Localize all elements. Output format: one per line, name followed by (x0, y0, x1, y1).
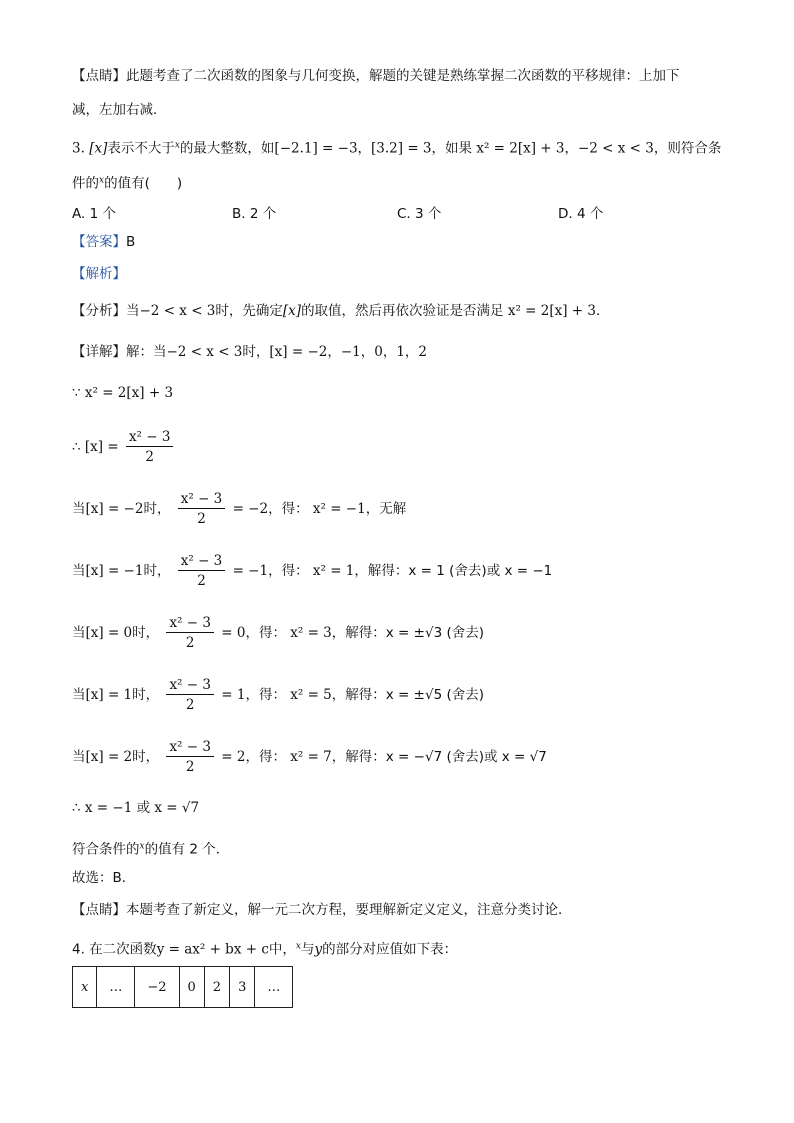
case-bracket: [x] = 2 (85, 749, 133, 765)
case-den: 2 (197, 573, 206, 589)
analysis-header (72, 264, 126, 284)
therefore-symbol-2: ∴ (72, 800, 81, 816)
option-d: D. 4 个 (558, 206, 604, 222)
case-bracket: [x] = −1 (85, 563, 144, 579)
table-row (73, 967, 293, 1008)
case-eq: x² = 7 (290, 749, 332, 765)
choose-line (72, 868, 135, 888)
detail-line (72, 342, 427, 362)
case-num: x² − 3 (166, 676, 214, 695)
remark-text-2: 减，左加右减． (72, 102, 167, 118)
case-shi: 时， (143, 501, 171, 517)
case-when: 当 (72, 687, 86, 703)
because-line (72, 383, 173, 403)
case-rhs: = 1，得： (221, 687, 286, 703)
case-den: 2 (197, 511, 206, 527)
case-bracket: [x] = 0 (85, 625, 133, 641)
fraction-numerator: x² − 3 (126, 428, 174, 447)
question-4-text-a: 在二次函数 (89, 941, 157, 958)
question-4-var-y: y (314, 941, 323, 958)
case-result: ，解得：x = ±√3 (舍去) (331, 625, 484, 641)
therefore-symbol: ∴ (72, 439, 81, 455)
case-result: ，解得：x = 1 (舍去)或 x = −1 (354, 563, 553, 579)
case-rhs: = −1，得： (232, 563, 309, 579)
case-result: ，解得：x = −√7 (舍去)或 x = √7 (331, 749, 547, 765)
case-num: x² − 3 (166, 738, 214, 757)
case-when: 当 (72, 749, 86, 765)
case-num: x² − 3 (166, 614, 214, 633)
var-x: x (174, 140, 180, 150)
remark-text: 此题考查了二次函数的图象与几何变换，解题的关键是熟练掌握二次函数的平移规律：上加下 (126, 68, 680, 84)
case-eq: x² = 3 (290, 625, 332, 641)
case-fraction (178, 490, 226, 529)
count-var: x (139, 841, 145, 851)
analysis-line (72, 301, 610, 321)
answer-value: B (126, 234, 136, 250)
question-4-line (72, 936, 457, 960)
choose-text: 故选：B． (72, 870, 136, 886)
detail-values: [x] = −2，−1，0，1，2 (269, 344, 428, 360)
option-b: B. 2 个 (232, 206, 277, 222)
question-4-func: y = ax² + bx + c (156, 941, 269, 958)
case-when: 当 (72, 563, 86, 579)
remark-2-tag: 【点睛】 (72, 902, 126, 918)
remark-2-line (72, 900, 572, 920)
case-rhs: = 2，得： (221, 749, 286, 765)
question-3-line-2a: 件的 (72, 175, 99, 192)
count-line (72, 836, 229, 860)
answer-options (72, 202, 632, 222)
count-text-b: 的值有 2 个． (144, 841, 230, 858)
analysis-text-b: 时，先确定 (215, 303, 283, 319)
table-cell: x (73, 967, 97, 1008)
table-cell: 3 (230, 967, 255, 1008)
case-num: x² − 3 (178, 552, 226, 571)
question-4-text-c: 与 (300, 941, 315, 958)
analysis-end: ． (596, 303, 610, 319)
analysis-eq: x² = 2[x] + 3 (507, 303, 596, 319)
floor-x: [x] (89, 140, 108, 157)
case-eq: x² = −1 (312, 501, 366, 517)
case-fraction (166, 738, 214, 777)
fraction (126, 428, 174, 467)
case-fraction (166, 614, 214, 653)
remark-tag: 【点睛】 (72, 68, 126, 84)
case-row (72, 552, 552, 591)
question-4-text-d: 的部分对应值如下表： (322, 941, 458, 958)
case-row (72, 738, 547, 777)
because-eq: x² = 2[x] + 3 (84, 385, 174, 401)
remark-line-1 (72, 66, 680, 86)
table-cell: 2 (204, 967, 229, 1008)
detail-text-b: 时， (242, 344, 270, 360)
case-den: 2 (185, 635, 195, 651)
case-fraction (178, 552, 226, 591)
option-a: A. 1 个 (72, 206, 116, 222)
case-shi: 时， (143, 563, 171, 579)
table-cell: −2 (135, 967, 179, 1008)
question-3-text-b: 的最大整数，如 (179, 140, 275, 157)
question-3-line-2 (72, 170, 182, 194)
case-row (72, 490, 406, 529)
condition: x² = 2[x] + 3，−2 < x < 3，则符合条 (476, 140, 722, 157)
case-row (72, 614, 484, 653)
analysis-text-c: 的取值，然后再依次验证是否满足 (301, 303, 504, 319)
case-fraction (166, 676, 214, 715)
answer-tag: 【答案】 (72, 234, 126, 250)
case-bracket: [x] = 1 (85, 687, 133, 703)
case-num: x² − 3 (178, 490, 226, 509)
question-3-line-2b: 的值有( ) (104, 175, 183, 192)
case-rhs: = 0，得： (221, 625, 286, 641)
therefore-line-1 (72, 428, 176, 467)
table-cell: … (97, 967, 135, 1008)
question-4-var-x: x (295, 941, 301, 951)
answer-line (72, 232, 135, 252)
var-x-2: x (99, 175, 105, 185)
question-4-number: 4. (72, 941, 85, 958)
case-bracket: [x] = −2 (85, 501, 144, 517)
case-shi: 时， (132, 687, 160, 703)
therefore-result: x = −1 或 x = √7 (84, 800, 200, 816)
analysis-tag: 【解析】 (72, 266, 126, 282)
question-3-text-a: 表示不大于 (107, 140, 175, 157)
case-shi: 时， (132, 749, 160, 765)
detail-text-a: 解：当 (126, 344, 167, 360)
example-2: [3.2] = 3，如果 (371, 140, 473, 157)
case-eq: x² = 1 (312, 563, 355, 579)
case-row (72, 676, 484, 715)
case-when: 当 (72, 501, 86, 517)
case-den: 2 (185, 697, 195, 713)
case-eq: x² = 5 (290, 687, 332, 703)
option-c: C. 3 个 (397, 206, 442, 222)
case-when: 当 (72, 625, 86, 641)
question-3-line-1 (72, 135, 721, 159)
remark-2-text: 本题考查了新定义，解一元二次方程，要理解新定义定义，注意分类讨论． (126, 902, 572, 918)
question-number: 3. (72, 140, 85, 157)
table-cell: … (255, 967, 293, 1008)
value-table (72, 966, 293, 1008)
because-symbol: ∵ (72, 385, 81, 401)
detail-ineq: −2 < x < 3 (166, 344, 243, 360)
count-text-a: 符合条件的 (72, 841, 140, 858)
case-den: 2 (185, 759, 195, 775)
table-cell: 0 (179, 967, 204, 1008)
therefore-lhs: [x] = (84, 439, 119, 455)
case-rhs: = −2，得： (232, 501, 309, 517)
example-1: [−2.1] = −3， (274, 140, 372, 157)
therefore-line-2 (72, 798, 199, 818)
remark-line-2 (72, 100, 167, 120)
analysis-floor: [x] (282, 303, 302, 319)
analysis-ineq: −2 < x < 3 (139, 303, 216, 319)
case-result: ，无解 (365, 501, 407, 517)
fraction-denominator: 2 (145, 449, 154, 465)
case-shi: 时， (132, 625, 160, 641)
question-4-text-b: 中， (268, 941, 296, 958)
case-result: ，解得：x = ±√5 (舍去) (331, 687, 484, 703)
analysis-text-a: 当 (126, 303, 140, 319)
detail-tag: 【详解】 (72, 344, 126, 360)
analysis-tag-2: 【分析】 (72, 303, 126, 319)
